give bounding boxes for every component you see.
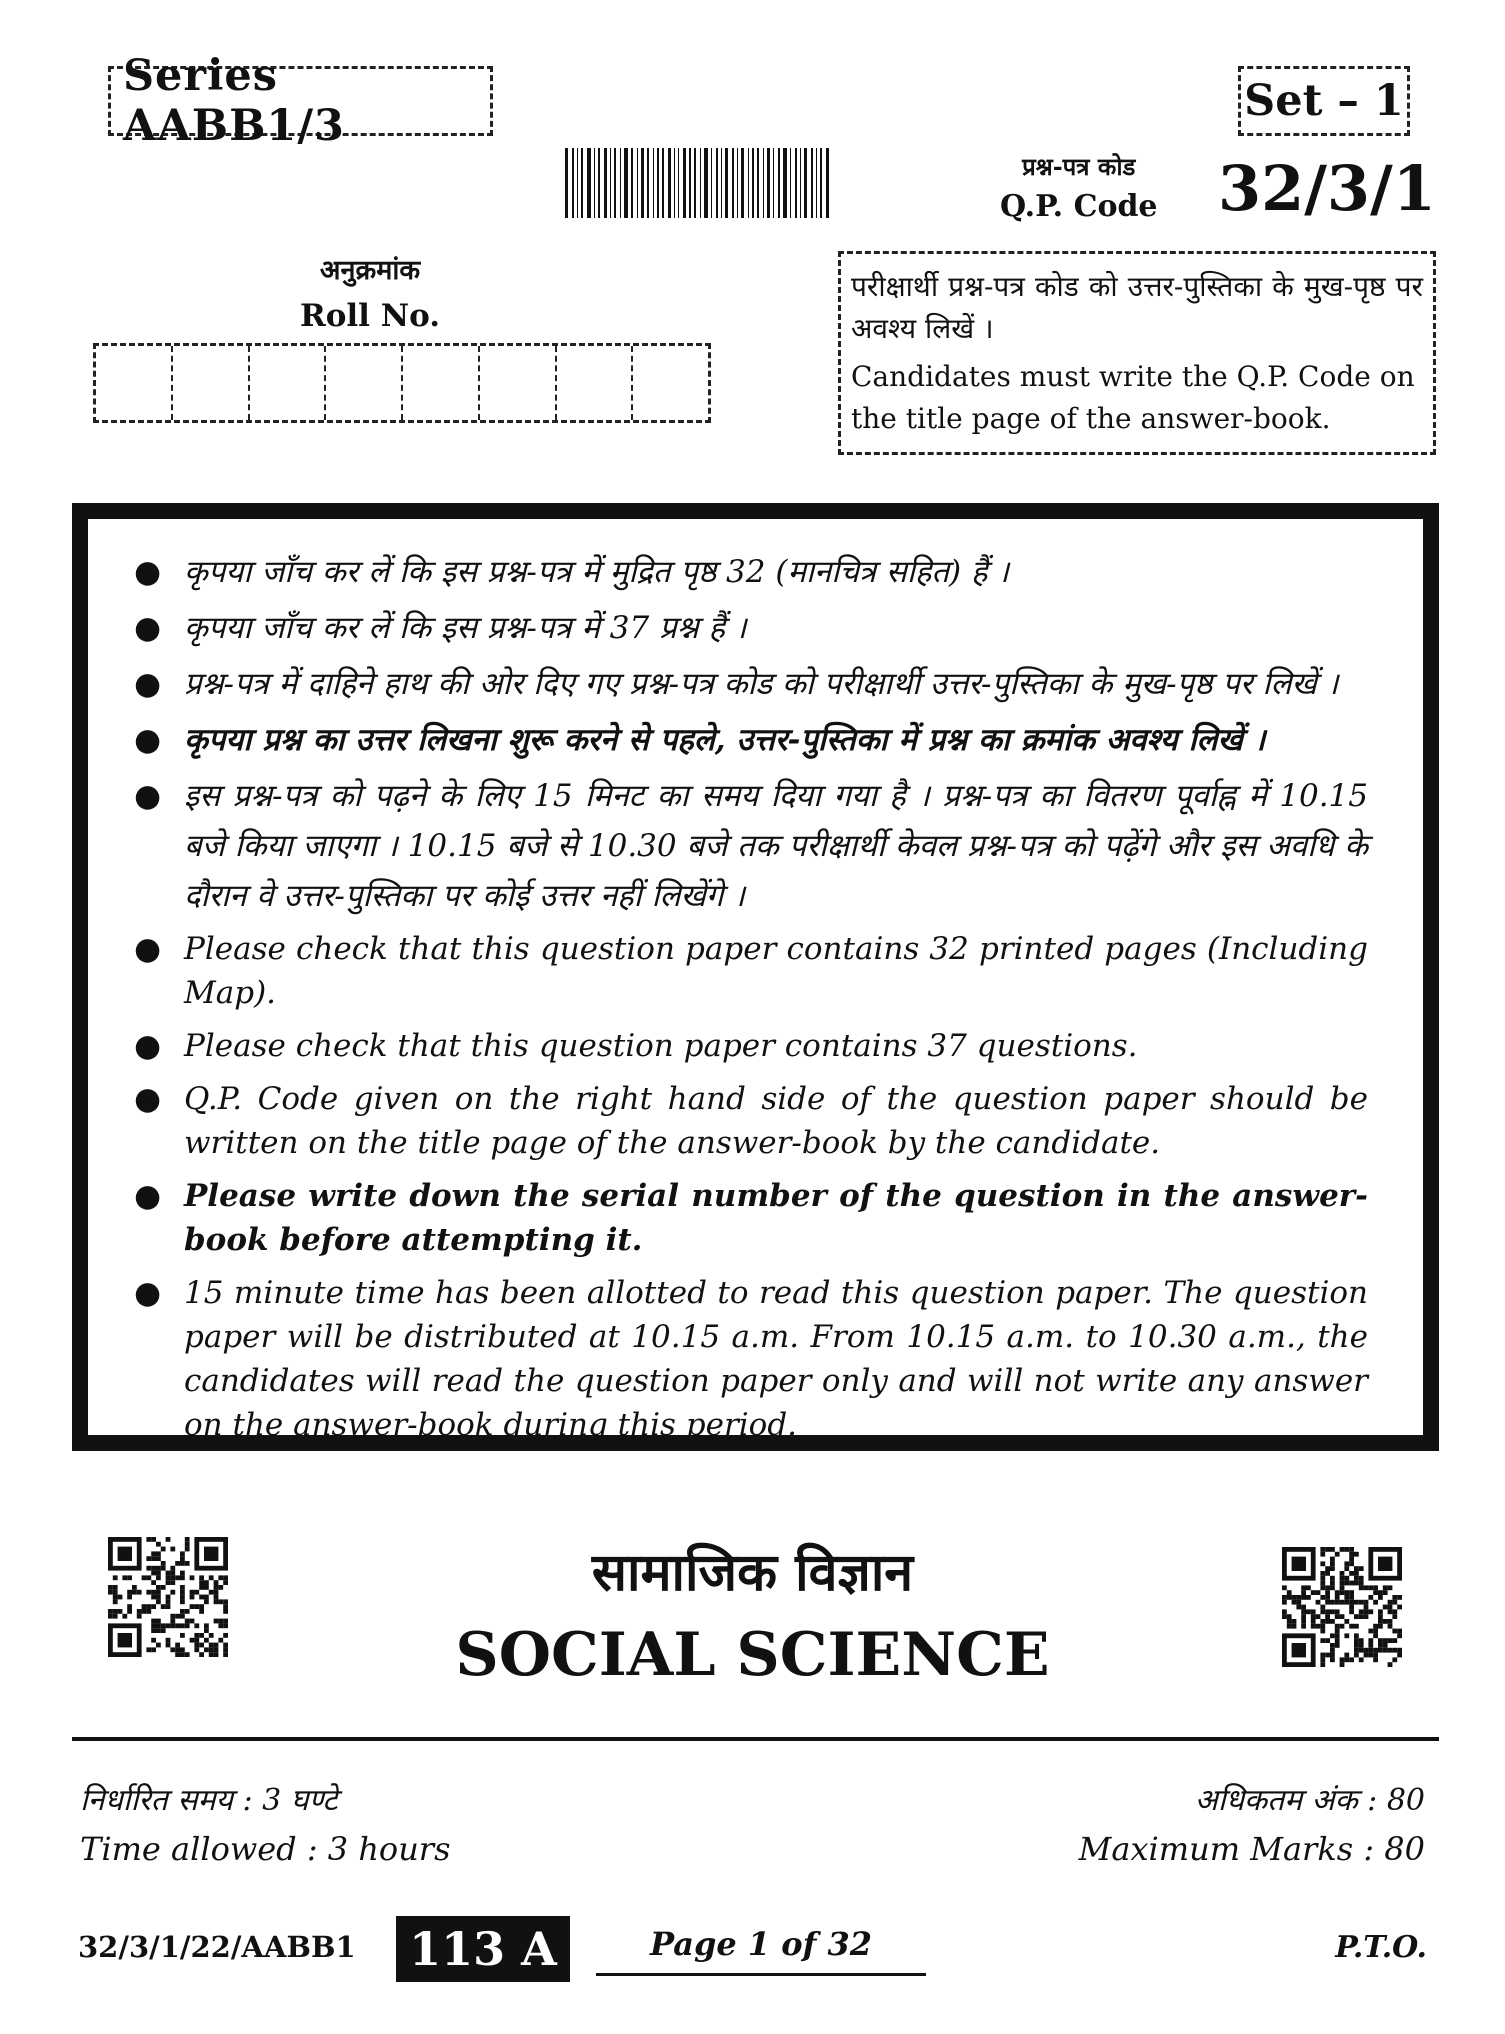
roll-digit-box[interactable] (557, 346, 634, 420)
bullet-icon: ● (134, 778, 162, 814)
instruction-item (128, 659, 1368, 709)
time-allowed-hi: निर्धारित समय : 3 घण्टे (80, 1783, 338, 1818)
instruction-item (128, 603, 1368, 653)
candidate-note-en: Candidates must write the Q.P. Code on the title page of the answer-book. (851, 360, 1415, 435)
qp-code-label-hi: प्रश्न-पत्र कोड (1022, 152, 1136, 181)
instruction-text: 15 minute time has been allotted to read this question paper. The question paper will be distributed at 10.15 a.m. From 10.15 a.m. to 10.30 a.m., the candidates will read the question paper only and will not write any answer on the answer-book during this period. (184, 1275, 1368, 1443)
footer-code-box: 113 A (396, 1916, 570, 1982)
time-allowed-en: Time allowed : 3 hours (80, 1830, 451, 1868)
instruction-text: कृपया जाँच कर लें कि इस प्रश्न-पत्र में 37 प्रश्न हैं । (184, 610, 747, 646)
instructions-box (72, 503, 1439, 1451)
bullet-icon: ● (134, 931, 162, 967)
instruction-text: प्रश्न-पत्र में दाहिने हाथ की ओर दिए गए प्रश्न-पत्र कोड को परीक्षार्थी उत्तर-पुस्तिका के मुख-पृष्ठ पर लिखें । (184, 666, 1339, 702)
roll-digit-box[interactable] (173, 346, 250, 420)
instruction-text: Please check that this question paper contains 32 printed pages (Including Map). (184, 931, 1368, 1011)
candidate-note-hi: परीक्षार्थी प्रश्न-पत्र कोड को उत्तर-पुस्तिका के मुख-पृष्ठ पर अवश्य लिखें । (851, 270, 1423, 345)
max-marks-hi: अधिकतम अंक : 80 (1194, 1783, 1425, 1818)
bullet-icon: ● (134, 722, 162, 758)
bullet-icon: ● (134, 1081, 162, 1117)
roll-digit-box[interactable] (633, 346, 708, 420)
qp-code-label-en: Q.P. Code (1000, 189, 1158, 224)
roll-digit-box[interactable] (96, 346, 173, 420)
instruction-text: Please check that this question paper contains 37 questions. (184, 1028, 1138, 1064)
instruction-item (128, 771, 1368, 921)
candidate-note-box (838, 251, 1436, 455)
pto-label: P.T.O. (1335, 1930, 1427, 1965)
roll-digit-box[interactable] (326, 346, 403, 420)
roll-number-boxes[interactable] (93, 343, 711, 423)
max-marks-en: Maximum Marks : 80 (1078, 1830, 1425, 1868)
instruction-item (128, 715, 1368, 765)
instruction-item (128, 547, 1368, 597)
set-label: Set – 1 (1238, 66, 1410, 136)
barcode (565, 148, 883, 218)
page-number: Page 1 of 32 (596, 1925, 926, 1976)
subject-title-en: SOCIAL SCIENCE (455, 1620, 1050, 1690)
instruction-item (128, 1174, 1368, 1262)
bullet-icon: ● (134, 1178, 162, 1214)
bullet-icon: ● (134, 666, 162, 702)
roll-digit-box[interactable] (403, 346, 480, 420)
instruction-text: Please write down the serial number of the question in the answer-book before attempting it. (184, 1178, 1368, 1258)
subject-title-hi: सामाजिक विज्ञान (591, 1542, 914, 1603)
series-label: Series AABB1/3 (108, 66, 493, 136)
instruction-text: Q.P. Code given on the right hand side of the question paper should be written on the title page of the answer-book by the candidate. (184, 1081, 1368, 1161)
instruction-text: इस प्रश्न-पत्र को पढ़ने के लिए 15 मिनट का समय दिया गया है । प्रश्न-पत्र का वितरण पूर्वाह्न में 10.15 बजे किया जाएगा । 10.15 बजे से 10.30 बजे तक परीक्षार्थी केवल प्रश्न-पत्र को पढ़ेंगे और इस अवधि के दौरान वे उत्तर-पुस्तिका पर कोई उत्तर नहीं लिखेंगे । (184, 778, 1368, 914)
instruction-item (128, 1024, 1368, 1068)
instruction-item (128, 1077, 1368, 1165)
instruction-text: कृपया जाँच कर लें कि इस प्रश्न-पत्र में मुद्रित पृष्ठ 32 (मानचित्र सहित) हैं । (184, 554, 1010, 590)
divider (72, 1737, 1439, 1741)
instruction-text: कृपया प्रश्न का उत्तर लिखना शुरू करने से पहले, उत्तर-पुस्तिका में प्रश्न का क्रमांक अवश्य लिखें । (184, 722, 1266, 758)
bullet-icon: ● (134, 610, 162, 646)
instructions-list (128, 547, 1368, 1456)
qp-code-label (1000, 150, 1158, 224)
roll-label-hi: अनुक्रमांक (319, 255, 421, 286)
bullet-icon: ● (134, 554, 162, 590)
roll-digit-box[interactable] (480, 346, 557, 420)
qp-code-value: 32/3/1 (1218, 152, 1436, 225)
bullet-icon: ● (134, 1275, 162, 1311)
roll-digit-box[interactable] (250, 346, 327, 420)
instruction-item (128, 927, 1368, 1015)
instruction-item (128, 1271, 1368, 1447)
bullet-icon: ● (134, 1028, 162, 1064)
footer-code: 32/3/1/22/AABB1 (78, 1930, 356, 1964)
qr-code-right (1282, 1547, 1402, 1667)
roll-label-en: Roll No. (299, 298, 441, 334)
